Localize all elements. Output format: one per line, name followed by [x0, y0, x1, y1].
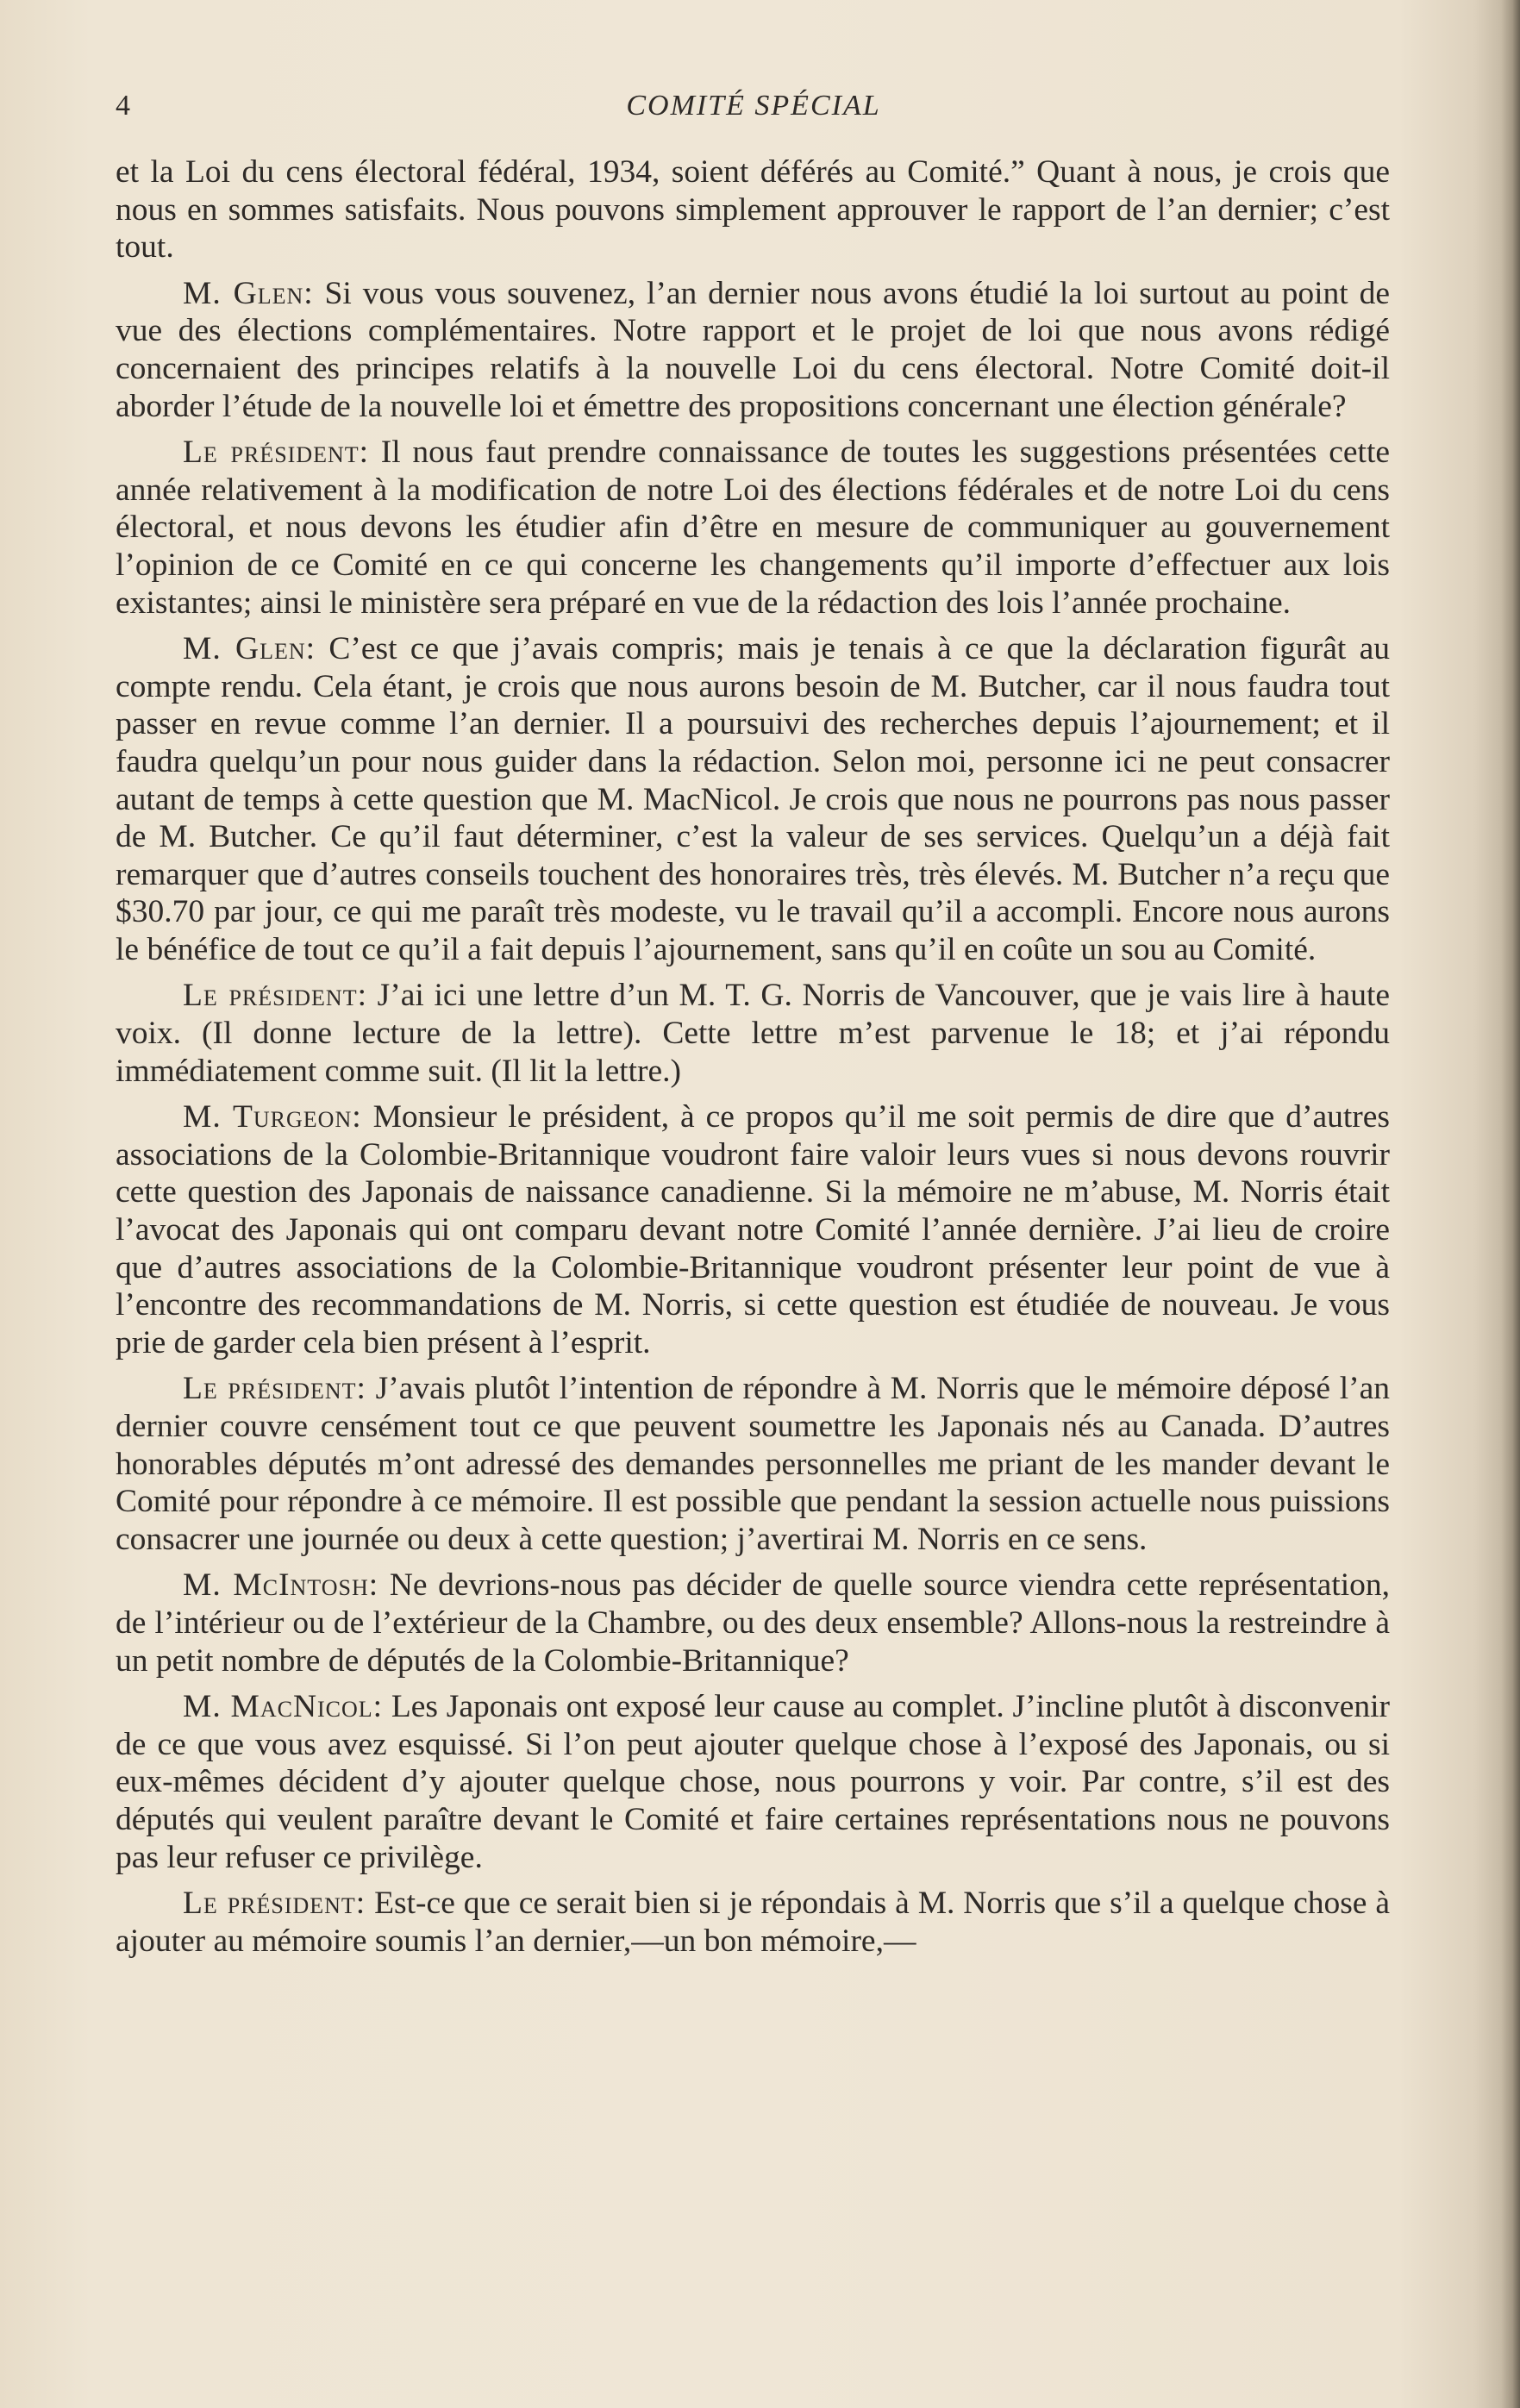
paragraph-7	[116, 1370, 1390, 1558]
paragraph-1	[116, 153, 1390, 266]
speaker-name: M. Glen:	[183, 275, 314, 311]
paragraph-4	[116, 630, 1390, 968]
page-body	[116, 153, 1390, 1968]
paragraph-text: J’ai ici une lettre d’un M. T. G. Norris de Vancouver, que je vais lire à haute voix. (Il donne lecture de la lettre). Cette lettre m’est parvenue le 18; et j’ai répondu immédiatement comme suit. (Il lit la lettre.)	[116, 978, 1391, 1089]
paragraph-text: Les Japonais ont exposé leur cause au complet. J’incline plutôt à disconvenir de ce que vous avez esquissé. Si l’on peut ajouter quelque chose à l’exposé des Japonais, ou si eux-mêmes décident d’y ajouter quelque chose, nous pourrons y voir. Par contre, s’il est des députés qui veulent paraître devant le Comité et faire certaines représentations nous ne pouvons pas leur refuser ce privilège.	[116, 1689, 1390, 1875]
paragraph-text: et la Loi du cens électoral fédéral, 1934, soient déférés au Comité.” Quant à nous, je crois que nous en sommes satisfaits. Nous pouvons simplement approuver le rapport de l’an dernier; c’est tout.	[116, 154, 1390, 266]
speaker-name: M. MacNicol:	[183, 1689, 384, 1725]
paragraph-text: Monsieur le président, à ce propos qu’il me soit permis de dire que d’autres associations de la Colombie-Britannique voudront faire valoir leurs vues si nous devons rouvrir cette question des Japonais de naissance canadienne. Si la mémoire ne m’abuse, M. Norris était l’avocat des Japonais qui ont comparu devant notre Comité l’année dernière. J’ai lieu de croire que d’autres associations de la Colombie-Britannique voudront présenter leur point de vue à l’encontre des recommandations de M. Norris, si cette question est étudiée de nouveau. Je vous prie de garder cela bien présent à l’esprit.	[116, 1099, 1390, 1360]
speaker-name: Le président:	[183, 435, 370, 471]
speaker-name: Le président:	[183, 978, 367, 1014]
paragraph-6	[116, 1098, 1390, 1361]
paragraph-8	[116, 1567, 1390, 1679]
paragraph-text: Ne devrions-nous pas décider de quelle source viendra cette représentation, de l’intérieur ou de l’extérieur de la Chambre, ou des deux ensemble? Allons-nous la restreindre à un petit nombre de députés de la Colombie-Britannique?	[116, 1567, 1391, 1679]
page-edge-shadow	[1501, 0, 1520, 2408]
running-title: COMITÉ SPÉCIAL	[626, 90, 881, 122]
speaker-name: Le président:	[183, 1371, 366, 1407]
speaker-name: M. Turgeon:	[183, 1099, 362, 1135]
paragraph-text: C’est ce que j’avais compris; mais je tenais à ce que la déclaration figurât au compte rendu. Cela étant, je crois que nous aurons besoin de M. Butcher, car il nous faudra tout passer en revue comme l’an dernier. Il a poursuivi des recherches depuis l’ajournement; et il faudra quelqu’un pour nous guider dans la rédaction. Selon moi, personne ici ne peut consacrer autant de temps à cette question que M. MacNicol. Je crois que nous ne pourrons pas nous passer de M. Butcher. Ce qu’il faut déterminer, c’est la valeur de ses services. Quelqu’un a déjà fait remarquer que d’autres conseils touchent des honoraires très, très élevés. M. Butcher n’a reçu que $30.70 par jour, ce qui me paraît très modeste, vu le travail qu’il a accompli. Encore nous aurons le bénéfice de tout ce qu’il a fait depuis l’ajournement, sans qu’il en coûte un sou au Comité.	[116, 631, 1391, 967]
paragraph-5	[116, 977, 1390, 1090]
paragraph-2	[116, 275, 1390, 425]
speaker-name: M. Glen:	[183, 631, 316, 667]
paragraph-9	[116, 1688, 1390, 1876]
paragraph-3	[116, 434, 1390, 622]
speaker-name: M. McIntosh:	[183, 1567, 379, 1604]
paragraph-text: J’avais plutôt l’intention de répondre à M. Norris que le mémoire déposé l’an dernier couvre censément tout ce que peuvent soumettre les Japonais nés au Canada. D’autres honorables députés m’ont adressé des demandes personnelles me priant de les mander devant le Comité pour répondre à ce mémoire. Il est possible que pendant la session actuelle nous puissions consacrer une journée ou deux à cette question; j’avertirai M. Norris en ce sens.	[116, 1371, 1391, 1557]
paragraph-10	[116, 1885, 1390, 1960]
page-number: 4	[116, 90, 130, 122]
page-header	[116, 86, 1392, 138]
paragraph-text: Il nous faut prendre connaissance de toutes les suggestions présentées cette année relativement à la modification de notre Loi des élections fédérales et de notre Loi du cens électoral, et nous devons les étudier afin d’être en mesure de communiquer au gouvernement l’opinion de ce Comité en ce qui concerne les changements qu’il importe d’effectuer aux lois existantes; ainsi le ministère sera préparé en vue de la rédaction des lois l’année prochaine.	[116, 435, 1391, 621]
paragraph-text: Est-ce que ce serait bien si je répondais à M. Norris que s’il a quelque chose à ajouter au mémoire soumis l’an dernier,—un bon mémoire,—	[116, 1886, 1390, 1959]
paragraph-text: Si vous vous souvenez, l’an dernier nous avons étudié la loi surtout au point de vue des élections complémentaires. Notre rapport et le projet de loi que nous avons rédigé concernaient des principes relatifs à la nouvelle Loi du cens électoral. Notre Comité doit-il aborder l’étude de la nouvelle loi et émettre des propositions concernant une élection générale?	[116, 275, 1391, 424]
speaker-name: Le président:	[183, 1886, 366, 1922]
